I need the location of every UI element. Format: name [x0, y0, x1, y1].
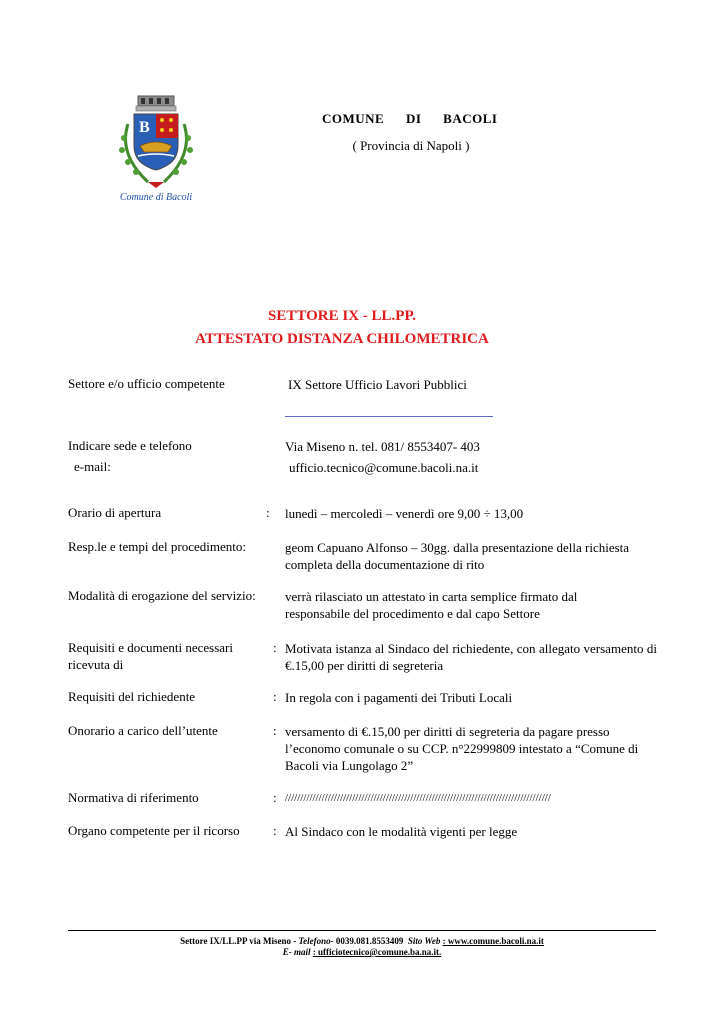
organo-label: Organo competente per il ricorso [68, 823, 240, 838]
organo-value: Al Sindaco con le modalità vigenti per legge [285, 824, 518, 839]
requisiti-richiedente-value: In regola con i pagamenti dei Tributi Locali [285, 690, 513, 705]
modalita-label: Modalità di erogazione del servizio: [68, 588, 256, 603]
footer-line-1 [0, 936, 724, 946]
settore-value: IX Settore Ufficio Lavori Pubblici [288, 377, 467, 392]
footer-email-link[interactable]: : ufficiotecnico@comune.ba.na.it. [312, 947, 442, 957]
orario-label: Orario di apertura [68, 505, 162, 520]
requisiti-documenti-label-2: ricevuta di [68, 657, 124, 672]
normativa-value: /////////////////////////////////////////////////////////////////////////////////////// [285, 792, 551, 804]
email-label: e-mail: [74, 459, 111, 474]
requisiti-documenti-value: Motivata istanza al Sindaco del richiedente, con allegato versamento di €.15,00 per diritti di segreteria [285, 641, 657, 673]
province-name: ( Provincia di Napoli ) [352, 138, 470, 153]
requisiti-documenti-colon: : [273, 640, 277, 655]
sede-label: Indicare sede e telefono [68, 438, 192, 453]
requisiti-documenti-label: Requisiti e documenti necessari [68, 640, 233, 655]
document-title: ATTESTATO DISTANZA CHILOMETRICA [195, 331, 489, 347]
onorario-label: Onorario a carico dell’utente [68, 723, 218, 738]
onorario-colon: : [273, 723, 277, 738]
footer-site-link[interactable]: : www.comune.bacoli.na.it [442, 936, 544, 946]
settore-underline [285, 416, 493, 417]
municipality-name: COMUNE DI BACOLI [322, 111, 498, 126]
normativa-label: Normativa di riferimento [68, 790, 199, 805]
email-value: ufficio.tecnico@comune.bacoli.na.it [289, 460, 479, 475]
footer-line-2 [0, 947, 724, 957]
requisiti-richiedente-label: Requisiti del richiedente [68, 689, 196, 704]
sede-value: Via Miseno n. tel. 081/ 8553407- 403 [285, 439, 480, 454]
document-sector-title: SETTORE IX - LL.PP. [268, 308, 416, 324]
crest-caption: Comune di Bacoli [119, 192, 193, 203]
settore-label: Settore e/o ufficio competente [68, 376, 225, 391]
responsabile-label: Resp.le e tempi del procedimento: [68, 539, 246, 554]
footer-email-label: E- mail [282, 947, 311, 957]
footer-phone: 0039.081.8553409 [335, 936, 404, 946]
normativa-colon: : [273, 790, 277, 805]
organo-colon: : [273, 823, 277, 838]
onorario-value: versamento di €.15,00 per diritti di segreteria da pagare presso l’economo comunale o su CCP. n°22999809 intestato a “Comune di Bacoli via Lungolago 2” [285, 724, 639, 773]
orario-colon: : [266, 505, 270, 520]
requisiti-richiedente-colon: : [273, 689, 277, 704]
footer-phone-label: Telefono- [298, 936, 334, 946]
modalita-value: verrà rilasciato un attestato in carta semplice firmato dal responsabile del procedimento e dal capo Settore [285, 589, 578, 621]
footer-office: Settore IX/LL.PP via Miseno - [180, 936, 297, 946]
footer-divider [68, 930, 656, 931]
orario-value: lunedì – mercoledì – venerdì ore 9,00 ÷ 13,00 [285, 506, 524, 521]
responsabile-value: geom Capuano Alfonso – 30gg. dalla presentazione della richiesta completa della documentazione di rito [285, 540, 630, 572]
footer-site-label: Sito Web [407, 936, 441, 946]
svg-text:B: B [139, 119, 150, 136]
